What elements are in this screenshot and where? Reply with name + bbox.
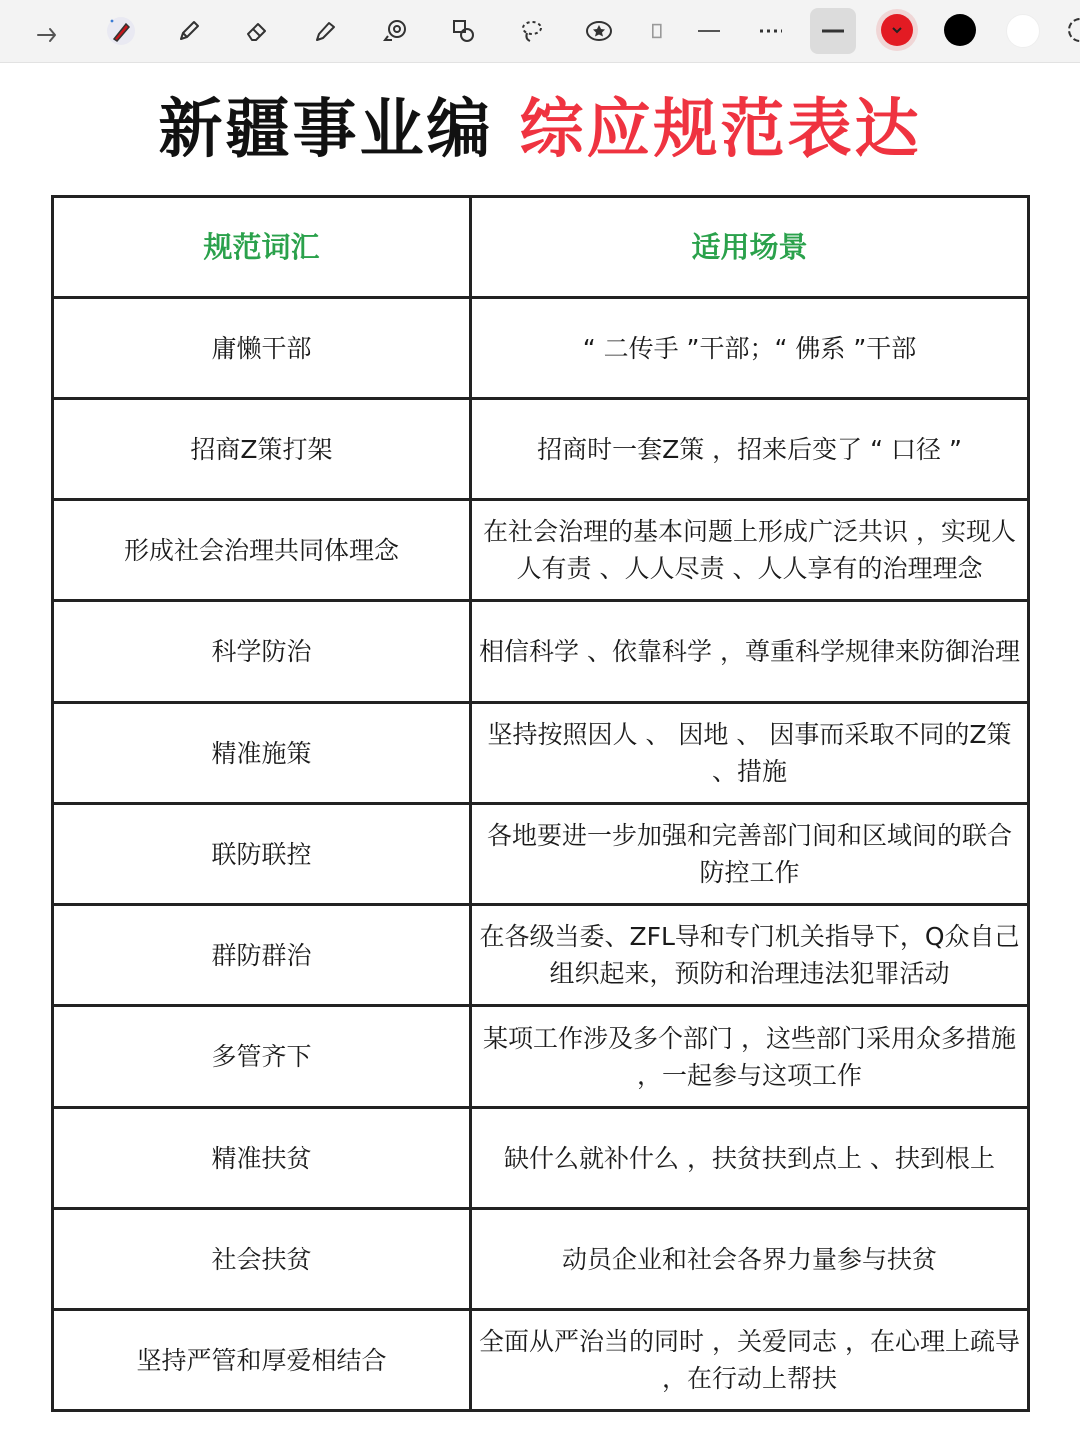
color-picker-icon[interactable] [1066, 16, 1080, 44]
term-cell: 联防联控 [54, 805, 472, 903]
term-cell: 招商Z策打架 [54, 400, 472, 498]
thick-line-icon[interactable] [810, 8, 856, 54]
header-scene: 适用场景 [691, 229, 808, 264]
partial-tool-icon[interactable] [640, 8, 664, 54]
table-row [54, 1109, 1027, 1210]
brush-pen-icon[interactable] [98, 8, 144, 54]
table-row [54, 501, 1027, 602]
scene-cell: 相信科学 、依靠科学 ，尊重科学规律来防御治理 [479, 637, 1020, 666]
table-row [54, 400, 1027, 501]
scene-cell: 坚持按照因人 、 因地 、 因事而采取不同的Z策 、措施 [487, 720, 1012, 786]
thin-line-icon[interactable] [686, 8, 732, 54]
chevron-down-icon [891, 25, 903, 35]
dotted-line-icon[interactable] [748, 8, 794, 54]
redo-icon[interactable] [24, 8, 70, 54]
shapes-icon[interactable] [440, 8, 486, 54]
vocabulary-table [51, 195, 1030, 1412]
table-row [54, 299, 1027, 400]
header-term: 规范词汇 [54, 198, 472, 296]
pencil-icon[interactable] [166, 8, 212, 54]
lasso-select-icon[interactable] [508, 8, 554, 54]
color-swatch-white[interactable] [1006, 14, 1040, 48]
term-cell: 群防群治 [54, 906, 472, 1004]
scene-cell: 在社会治理的基本问题上形成广泛共识 ，实现人人有责 、人人尽责 、人人享有的治理理念 [483, 517, 1016, 583]
scene-cell: 各地要进一步加强和完善部门间和区域间的联合防控工作 [486, 821, 1012, 887]
table-row [54, 906, 1027, 1007]
table-row [54, 805, 1027, 906]
term-cell: 精准扶贫 [54, 1109, 472, 1207]
sticker-icon[interactable] [576, 8, 622, 54]
table-row [54, 1007, 1027, 1109]
color-swatch-black[interactable] [944, 14, 976, 46]
drawing-toolbar [0, 0, 1080, 63]
scene-cell: 招商时一套Z策 ，招来后变了 “ 口径 ” [537, 434, 962, 464]
title-highlight: 综应规范表达 [519, 93, 922, 167]
term-cell: 庸懒干部 [54, 299, 472, 397]
table-row [54, 1311, 1027, 1409]
table-row [54, 704, 1027, 805]
term-cell: 科学防治 [54, 602, 472, 701]
table-header-row [54, 198, 1027, 299]
scene-cell: 某项工作涉及多个部门 ，这些部门采用众多措施 ，一起参与这项工作 [483, 1023, 1016, 1090]
scene-cell: 动员企业和社会各界力量参与扶贫 [561, 1244, 937, 1274]
table-row [54, 602, 1027, 704]
title-primary: 新疆事业编 [158, 93, 494, 167]
scene-cell: 在各级当委、ZFL导和专门机关指导下，Q众自己组织起来，预防和治理违法犯罪活动 [479, 922, 1020, 988]
lasso-icon[interactable] [372, 8, 418, 54]
highlighter-icon[interactable] [302, 8, 348, 54]
term-cell: 坚持严管和厚爱相结合 [54, 1311, 472, 1409]
color-swatch-red[interactable] [876, 9, 918, 51]
scene-cell: “ 二传手 ”干部；“ 佛系 ”干部 [582, 333, 917, 363]
term-cell: 形成社会治理共同体理念 [54, 501, 472, 599]
page-title [0, 88, 1080, 172]
term-cell: 社会扶贫 [54, 1210, 472, 1308]
term-cell: 多管齐下 [54, 1007, 472, 1106]
scene-cell: 全面从严治当的同时 ，关爱同志 ，在心理上疏导 ，在行动上帮扶 [479, 1327, 1020, 1393]
eraser-icon[interactable] [234, 8, 280, 54]
term-cell: 精准施策 [54, 704, 472, 802]
table-row [54, 1210, 1027, 1311]
scene-cell: 缺什么就补什么 ，扶贫扶到点上 、扶到根上 [504, 1143, 995, 1173]
